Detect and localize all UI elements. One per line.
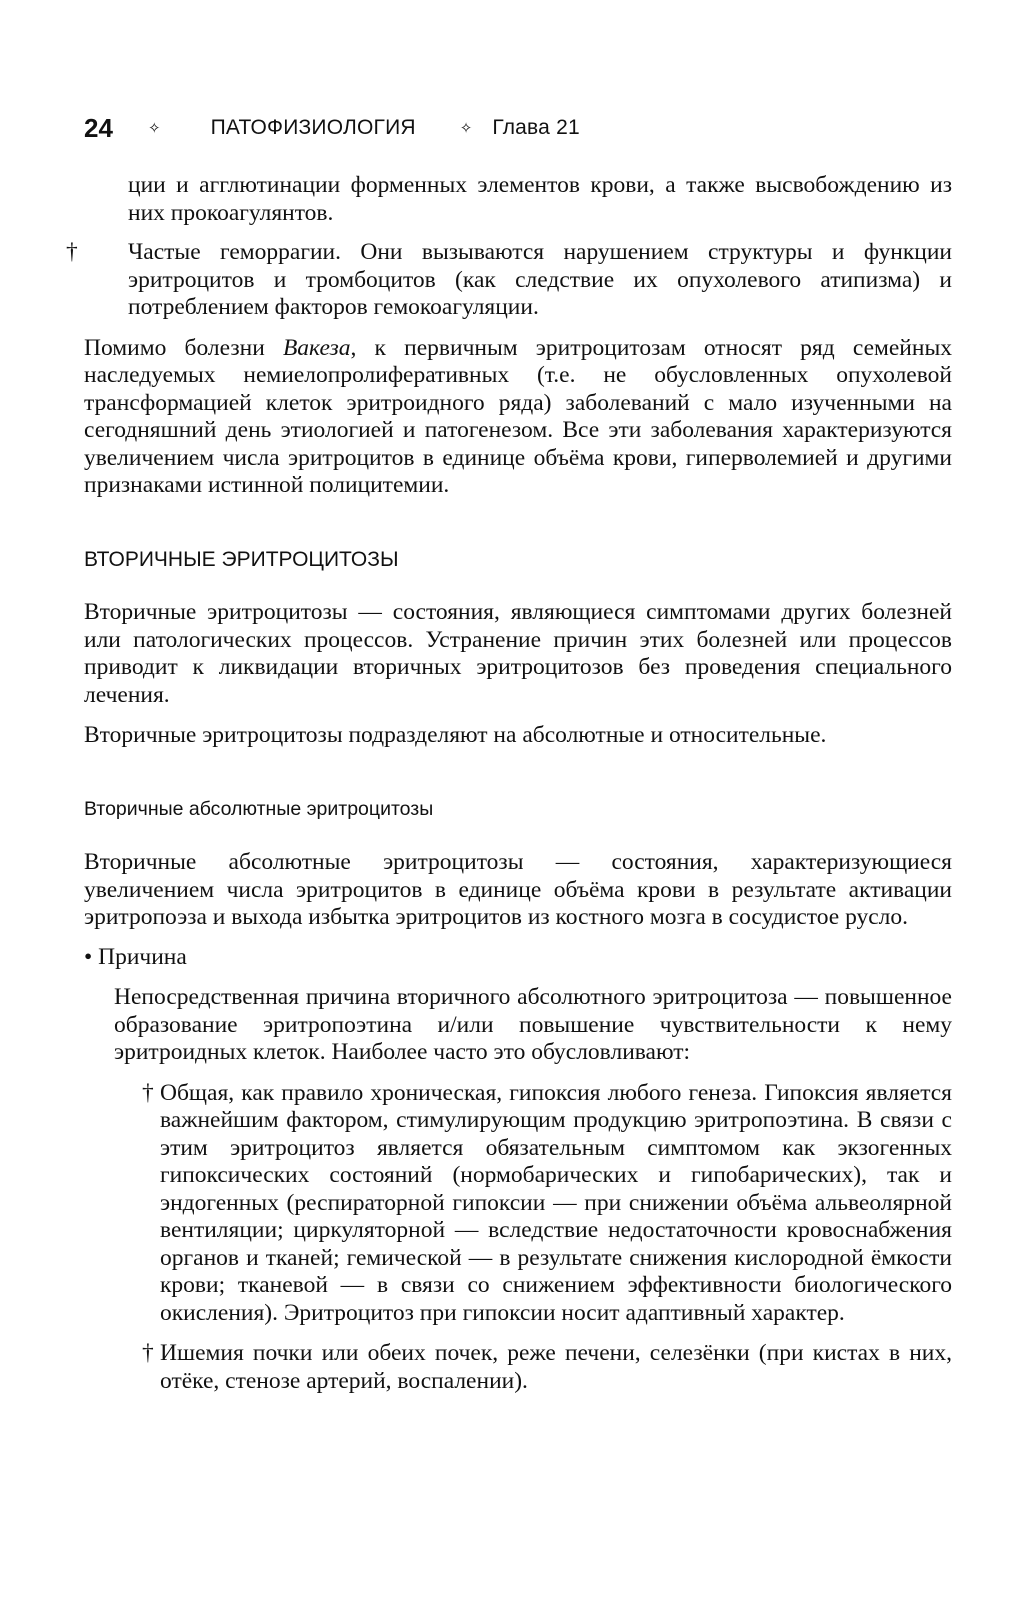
bullet-label: Причина xyxy=(98,943,187,970)
continued-paragraph: ции и агглютинации форменных элементов крови, а также высвобождению из них прокоагулянтов. xyxy=(128,172,952,226)
text-span: Помимо болезни xyxy=(84,334,283,361)
paragraph-cause: Непосредственная причина вторичного абсолютного эритроцитоза — повышенное образование эритропоэтина и/или повышение чувствительности к нему эритроидных клеток. Наиболее часто это обусловливают: xyxy=(114,984,952,1065)
dagger-icon: † xyxy=(66,239,78,265)
emphasis-term: Вакеза xyxy=(282,334,351,361)
item-text: Частые геморрагии. Они вызываются нарушением структуры и функции эритроцитов и тромбоцитов (как следствие их опухолевого атипизма) и потреблением факторов гемокоагуляции. xyxy=(128,239,952,320)
chapter-label: Глава 21 xyxy=(492,116,580,139)
item-text: Общая, как правило хроническая, гипоксия любого генеза. Гипоксия является важнейшим фактором, стимулирующим продукцию эритропоэтина. В связи с этим эритроцитоз является обязательным симптомом как экзогенных гипоксических состояний (нормобарических и гипобарических), так и эндогенных (респираторной гипоксии — при снижении объёма альвеолярной вентиляции; циркуляторной — вследствие недостаточности кровоснабжения органов и тканей; гемической — в результате снижения кислородной ёмкости крови; тканевой — в связи со снижением эффективности биологического окисления). Эритроцитоз при гипоксии носит адаптивный характер. xyxy=(160,1079,952,1326)
dagger-item-ischemia xyxy=(84,1340,952,1395)
dagger-item-hypoxia xyxy=(84,1080,952,1328)
text-span: , к первичным эритроцитозам относят ряд семейных наследуемых немиелопролиферативных (т.е. не обусловленных опухолевой трансформацией клеток эритроидного ряда) заболеваний с мало изученными на сегодняшний день этиологией и патогенезом. Все эти заболевания характеризуются увеличением числа эритроцитов в единице объёма крови, гиперволемией и другими признаками истинной полицитемии. xyxy=(84,334,952,498)
subsection-heading: Вторичные абсолютные эритроцитозы xyxy=(84,797,434,820)
dagger-item-hemorrhage xyxy=(66,239,952,322)
book-title: ПАТОФИЗИОЛОГИЯ xyxy=(210,116,416,139)
paragraph-secondary-split: Вторичные эритроцитозы подразделяют на абсолютные и относительные. xyxy=(84,722,827,748)
header-separator-icon: ✧ xyxy=(459,120,473,137)
dagger-icon: † xyxy=(142,1079,154,1106)
section-heading: ВТОРИЧНЫЕ ЭРИТРОЦИТОЗЫ xyxy=(84,547,399,571)
paragraph-secondary-definition: Вторичные эритроцитозы — состояния, являющиеся симптомами других болезней или патологических процессов. Устранение причин этих болезней или процессов приводит к ликвидации вторичных эритроцитозов без проведения специального лечения. xyxy=(84,599,952,708)
page-number: 24 xyxy=(84,112,113,143)
paragraph-absolute-definition: Вторичные абсолютные эритроцитозы — состояния, характеризующиеся увеличением числа эритроцитов в единице объёма крови в результате активации эритропоэза и выхода избытка эритроцитов из костного мозга в сосудистое русло. xyxy=(84,849,952,930)
paragraph-primary-erythrocytoses xyxy=(84,335,952,500)
bullet-icon: • xyxy=(84,943,93,970)
page-body xyxy=(66,172,952,1395)
header-separator-icon: ✧ xyxy=(148,120,161,137)
item-text: Ишемия почки или обеих почек, реже печени, селезёнки (при кистах в них, отёке, стенозе артерий, воспалении). xyxy=(160,1340,952,1394)
bullet-item-cause xyxy=(84,944,952,972)
dagger-icon: † xyxy=(142,1340,154,1366)
running-header xyxy=(84,110,580,146)
